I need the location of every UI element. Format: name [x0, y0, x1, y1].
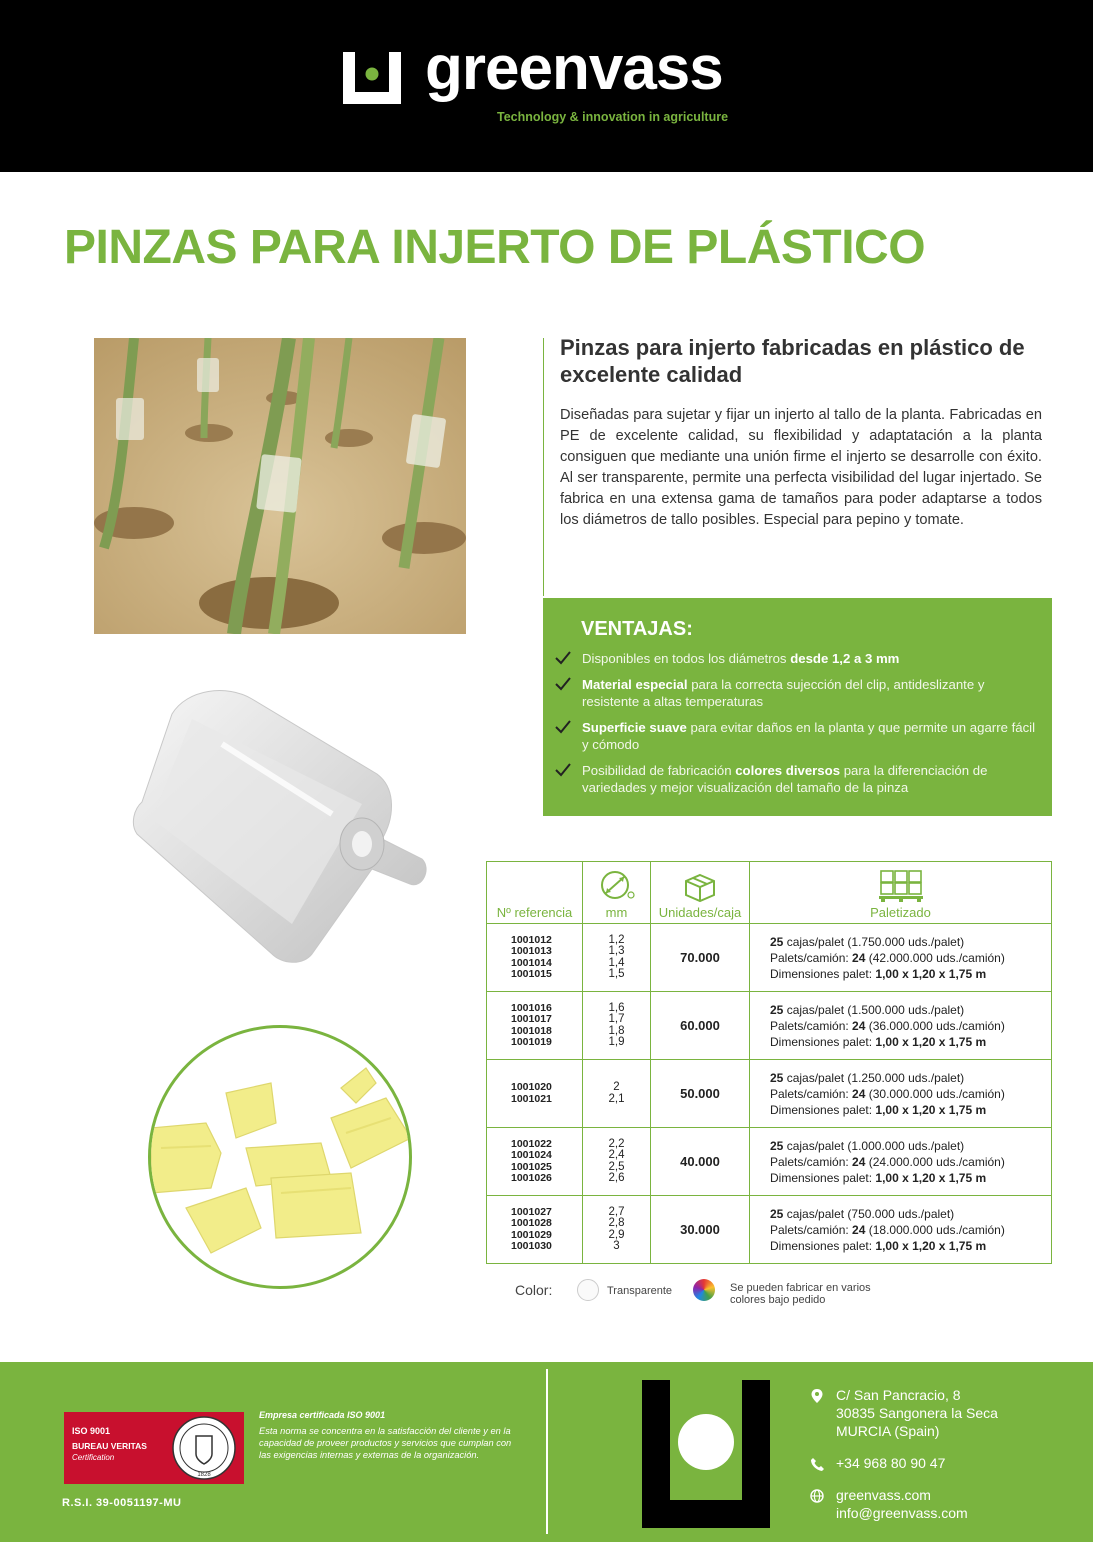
badge-bv-text: BUREAU VERITAS — [72, 1441, 147, 1451]
plant-photo — [94, 338, 466, 634]
pallet-cell: 25 cajas/palet (750.000 uds./palet) Palets/camión: 24 (18.000.000 uds./camión) Dimensiones palet: 1,00 x 1,20 x 1,75 m — [750, 1196, 1052, 1264]
advantage-item: Disponibles en todos los diámetros desde 1,2 a 3 mm — [553, 650, 1043, 667]
ref-cell: 1001020 1001021 — [487, 1060, 583, 1128]
greenvass-logo-icon — [343, 52, 401, 104]
cert-text: Esta norma se concentra en la satisfacción del cliente y en la capacidad de proveer productos y servicios que cumplan con las exigencias internas y externas de la organización. — [259, 1426, 512, 1460]
advantage-item: Posibilidad de fabricación colores diversos para la diferenciación de variedades y mejor visualización del tamaño de la pinza — [553, 762, 1043, 796]
advantages-title: VENTAJAS: — [581, 618, 693, 640]
contact-phone: +34 968 80 90 47 — [810, 1454, 945, 1472]
mm-cell: 1,6 1,7 1,8 1,9 — [583, 992, 651, 1060]
phone-icon — [810, 1456, 824, 1472]
table-header-row — [487, 862, 1052, 924]
header-mm: mm — [583, 862, 651, 924]
multicolor-note: Se pueden fabricar en varios colores bajo pedido — [730, 1282, 871, 1306]
mm-cell: 2,2 2,4 2,5 2,6 — [583, 1128, 651, 1196]
table-row — [487, 992, 1052, 1060]
units-cell: 70.000 — [651, 924, 750, 992]
ref-cell: 1001012 1001013 1001014 1001015 — [487, 924, 583, 992]
pallet-cell: 25 cajas/palet (1.000.000 uds./palet) Palets/camión: 24 (24.000.000 uds./camión) Dimensiones palet: 1,00 x 1,20 x 1,75 m — [750, 1128, 1052, 1196]
pallet-cell: 25 cajas/palet (1.750.000 uds./palet) Palets/camión: 24 (42.000.000 uds./camión) Dimensiones palet: 1,00 x 1,20 x 1,75 m — [750, 924, 1052, 992]
units-cell: 50.000 — [651, 1060, 750, 1128]
header-units: Unidades/caja — [651, 862, 750, 924]
page-title: PINZAS PARA INJERTO DE PLÁSTICO — [64, 221, 926, 274]
units-cell: 60.000 — [651, 992, 750, 1060]
table-row — [487, 1128, 1052, 1196]
table-row — [487, 924, 1052, 992]
transparent-label: Transparente — [607, 1285, 673, 1297]
box-icon — [684, 873, 716, 903]
globe-icon — [810, 1488, 824, 1504]
mm-cell: 1,2 1,3 1,4 1,5 — [583, 924, 651, 992]
transparent-clip-image — [132, 684, 432, 964]
units-cell: 40.000 — [651, 1128, 750, 1196]
multicolor-swatch — [693, 1279, 715, 1301]
header-bar — [0, 0, 1093, 172]
table-row — [487, 1060, 1052, 1128]
ref-cell: 1001022 1001024 1001025 1001026 — [487, 1128, 583, 1196]
contact-address: C/ San Pancracio, 8 30835 Sangonera la Seca MURCIA (Spain) — [810, 1386, 998, 1440]
brand-tagline: Technology & innovation in agriculture — [497, 110, 729, 124]
yellow-clips-image — [148, 1025, 412, 1289]
advantages-list — [553, 650, 1043, 805]
location-pin-icon — [810, 1388, 824, 1404]
header-reference: Nº referencia — [487, 862, 583, 924]
product-description: Diseñadas para sujetar y fijar un injerto al tallo de la planta. Fabricadas en PE de excelente calidad, su flexibilidad y adaptatación a la planta consiguen que mediante una unión firme el injerto se desarrolle con éxito. Al ser transparente, permite una perfecta visibilidad del lugar injertado. Se fabrica en una extensa gama de tamaños para poder adaptarse a todos los diámetros de tallo posibles. Especial para pepino y tomate. — [560, 407, 1042, 528]
units-cell: 30.000 — [651, 1196, 750, 1264]
bureau-veritas-badge — [64, 1412, 244, 1484]
header-pallet: Paletizado — [750, 862, 1052, 924]
advantage-item: Material especial para la correcta sujección del clip, antideslizante y resistente a altas temperaturas — [553, 676, 1043, 710]
brand-name: greenvass — [425, 34, 723, 103]
check-icon — [555, 763, 571, 777]
check-icon — [555, 651, 571, 665]
pallet-cell: 25 cajas/palet (1.500.000 uds./palet) Palets/camión: 24 (36.000.000 uds./camión) Dimensiones palet: 1,00 x 1,20 x 1,75 m — [750, 992, 1052, 1060]
advantage-item: Superficie suave para evitar daños en la planta y que permite un agarre fácil y cómodo — [553, 719, 1043, 753]
rsi-number: R.S.I. 39-0051197-MU — [62, 1497, 182, 1509]
contact-web[interactable] — [810, 1486, 968, 1522]
intro-divider — [543, 338, 544, 596]
pallet-icon — [878, 869, 924, 903]
pallet-cell: 25 cajas/palet (1.250.000 uds./palet) Palets/camión: 24 (30.000.000 uds./camión) Dimensiones palet: 1,00 x 1,20 x 1,75 m — [750, 1060, 1052, 1128]
ref-cell: 1001027 1001028 1001029 1001030 — [487, 1196, 583, 1264]
cert-heading: Empresa certificada ISO 9001 — [259, 1410, 386, 1420]
badge-year-text: 1828 — [197, 1472, 211, 1478]
mm-cell: 2,7 2,8 2,9 3 — [583, 1196, 651, 1264]
transparent-swatch — [577, 1279, 599, 1301]
product-subtitle: Pinzas para injerto fabricadas en plástico de excelente calidad — [560, 335, 1025, 387]
diameter-icon — [597, 869, 637, 903]
product-table — [486, 861, 1052, 1264]
advantages-box — [543, 598, 1052, 816]
badge-iso-text: ISO 9001 — [72, 1426, 111, 1436]
mm-cell: 2 2,1 — [583, 1060, 651, 1128]
email-link[interactable]: info@greenvass.com — [836, 1505, 968, 1521]
check-icon — [555, 677, 571, 691]
greenvass-footer-logo-icon — [642, 1380, 770, 1528]
color-label: Color: — [515, 1282, 553, 1298]
footer-divider — [546, 1369, 548, 1534]
grafted-plants-image — [94, 338, 466, 634]
website-link[interactable]: greenvass.com — [836, 1487, 931, 1503]
badge-cert-text: Certification — [72, 1453, 115, 1462]
check-icon — [555, 720, 571, 734]
table-row — [487, 1196, 1052, 1264]
yellow-clips-drawing — [151, 1028, 409, 1286]
ref-cell: 1001016 1001017 1001018 1001019 — [487, 992, 583, 1060]
